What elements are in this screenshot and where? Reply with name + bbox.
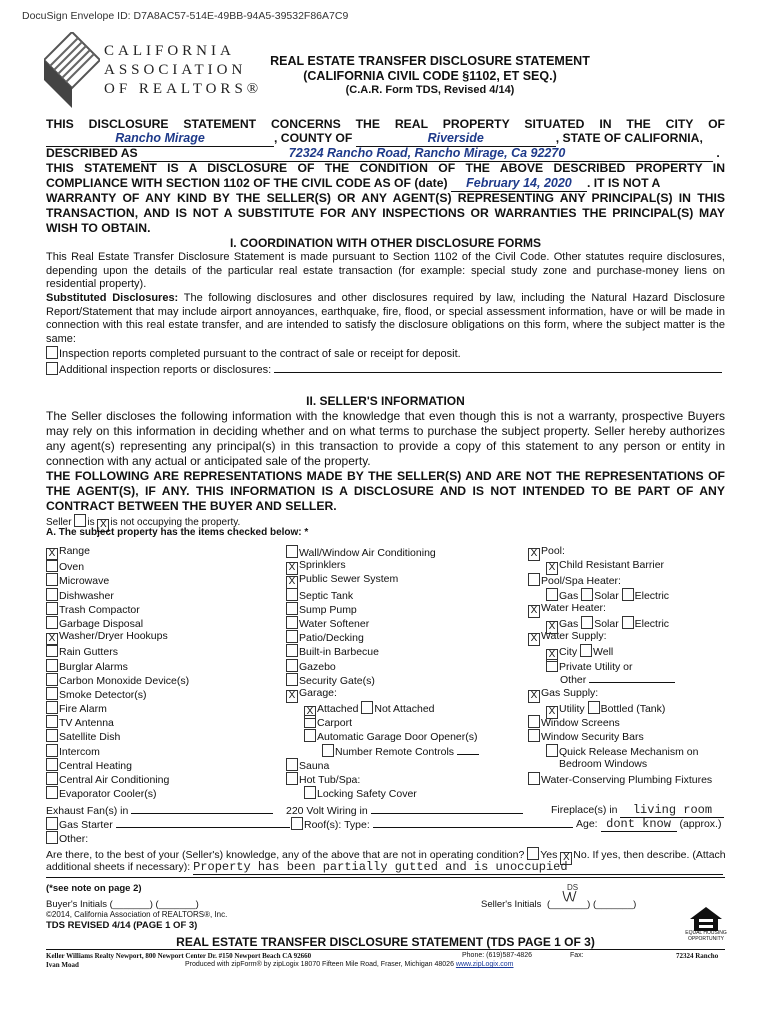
- additional-reports-field[interactable]: [274, 361, 722, 373]
- item-checkbox[interactable]: [46, 659, 58, 672]
- item-label: Wall/Window Air Conditioning: [299, 547, 436, 559]
- item-checkbox[interactable]: [46, 729, 58, 742]
- exhaust-label: Exhaust Fan(s) in: [46, 805, 129, 817]
- condition-yes-checkbox[interactable]: [527, 847, 539, 860]
- item-label: Well: [593, 646, 614, 659]
- sellers-initials-fields[interactable]: (_______) (_______): [547, 899, 637, 910]
- item-checkbox[interactable]: X: [286, 562, 298, 575]
- item-label: Security Gate(s): [299, 674, 375, 687]
- item-checkbox[interactable]: X: [304, 706, 316, 719]
- sellers-initials-label: Seller's Initials: [481, 899, 542, 910]
- item-checkbox[interactable]: X: [286, 690, 298, 703]
- item-label: Bottled (Tank): [600, 703, 666, 716]
- item-checkbox[interactable]: [286, 758, 298, 771]
- fax: Fax:: [570, 952, 584, 959]
- age-label: Age:: [576, 818, 598, 830]
- item-checkbox[interactable]: [46, 559, 58, 572]
- item-label: Public Sewer System: [299, 573, 399, 586]
- car-logo-icon: [44, 32, 100, 108]
- age-field[interactable]: dont know: [601, 817, 677, 832]
- exhaust-field[interactable]: [131, 803, 273, 814]
- item-label: Evaporator Cooler(s): [59, 788, 157, 801]
- other-label: Other:: [59, 833, 89, 845]
- item-label: Child Resistant Barrier: [559, 559, 665, 572]
- item-checkbox[interactable]: [581, 588, 593, 601]
- agent-name: Ivan Moad: [46, 961, 79, 969]
- item-checkbox[interactable]: [286, 545, 298, 558]
- intro-line3: THIS STATEMENT IS A DISCLOSURE OF THE CONDITION OF THE ABOVE DESCRIBED PROPERTY IN: [46, 161, 725, 175]
- item-label: Attached: [317, 703, 359, 716]
- item-checkbox[interactable]: [286, 602, 298, 615]
- item-label: Fire Alarm: [59, 703, 107, 716]
- item-checkbox[interactable]: [286, 659, 298, 672]
- condition-question: Are there, to the best of your (Seller's) knowledge, any of the above that are not in operating condition?: [46, 849, 525, 861]
- item-checkbox[interactable]: X: [546, 706, 558, 719]
- state-label: , STATE OF CALIFORNIA,: [555, 131, 703, 145]
- item-label: Dishwasher: [59, 589, 114, 602]
- item-checkbox[interactable]: [286, 644, 298, 657]
- item-checkbox[interactable]: [46, 644, 58, 657]
- item-checkbox[interactable]: X: [46, 633, 58, 646]
- item-label: Other: [560, 673, 587, 686]
- item-checkbox[interactable]: [528, 573, 540, 586]
- section-2-representations: THE FOLLOWING ARE REPRESENTATIONS MADE BY THE SELLER(S) AND ARE NOT THE REPRESENTATIONS OF THE AGENT(S), IF ANY. THIS INFORMATION IS A DISCLOSURE AND IS NOT INTENDED TO BE PART OF ANY CONTRACT BETWEEN THE BUYER AND SELLER.: [46, 469, 725, 513]
- item-label: Window Security Bars: [541, 731, 644, 744]
- item-label: Range: [59, 545, 90, 557]
- item-checkbox[interactable]: [588, 701, 600, 714]
- item-label: Electric: [634, 589, 670, 602]
- page-title: REAL ESTATE TRANSFER DISCLOSURE STATEMENT (TDS PAGE 1 OF 3): [176, 935, 595, 949]
- item-checkbox[interactable]: [46, 772, 58, 785]
- item-label: Gas: [559, 617, 579, 630]
- item-label: Built-in Barbecue: [299, 646, 379, 659]
- logo-line2: ASSOCIATION: [104, 62, 247, 78]
- item-label: Number Remote Controls: [335, 745, 455, 758]
- item-label: Patio/Decking: [299, 632, 364, 645]
- item-label: City: [559, 646, 578, 659]
- item-checkbox[interactable]: [304, 786, 316, 799]
- item-label: Water Heater:: [541, 601, 606, 614]
- seller-is-label: is: [87, 517, 95, 528]
- item-label: Central Heating: [59, 759, 132, 772]
- item-label: Carbon Monoxide Device(s): [59, 674, 190, 687]
- item-label: Sump Pump: [299, 603, 357, 616]
- produced-with: Produced with zipForm® by zipLogix 18070 Fifteen Mile Road, Fraser, Michigan 48026: [185, 961, 454, 968]
- items-heading: A. The subject property has the items checked below: *: [46, 527, 309, 538]
- item-label: Garbage Disposal: [59, 617, 144, 630]
- item-checkbox[interactable]: [46, 786, 58, 799]
- gas-starter-label: Gas Starter: [59, 819, 113, 831]
- described-label: DESCRIBED AS: [46, 146, 138, 160]
- item-checkbox[interactable]: [581, 616, 593, 629]
- envelope-id: DocuSign Envelope ID: D7A8AC57-514E-49BB-94A5-39532F86A7C9: [22, 10, 349, 22]
- item-label: Hot Tub/Spa:: [299, 774, 361, 786]
- item-checkbox[interactable]: X: [546, 621, 558, 634]
- file-name: 72324 Rancho: [676, 952, 719, 960]
- item-checkbox[interactable]: X: [528, 605, 540, 618]
- item-label: Water Supply:: [541, 630, 607, 643]
- item-checkbox[interactable]: X: [528, 548, 540, 561]
- section-1-heading: I. COORDINATION WITH OTHER DISCLOSURE FORMS: [229, 236, 542, 250]
- item-label: Burglar Alarms: [59, 660, 128, 673]
- roof-checkbox[interactable]: [291, 817, 303, 830]
- item-label: Automatic Garage Door Opener(s): [317, 731, 478, 744]
- roof-type-field[interactable]: [373, 817, 573, 828]
- item-label: Septic Tank: [299, 589, 354, 602]
- item-label: Private Utility or: [559, 660, 633, 673]
- remote-count-field[interactable]: [457, 745, 479, 755]
- section-2-heading: II. SELLER'S INFORMATION: [306, 394, 465, 408]
- additional-reports-label: Additional inspection reports or disclosures:: [59, 364, 272, 376]
- item-label: Locking Safety Cover: [317, 788, 417, 801]
- item-label: Rain Gutters: [59, 646, 118, 659]
- item-label: Sprinklers: [299, 559, 346, 572]
- docusign-tag: DS: [567, 883, 579, 892]
- address-field[interactable]: 72324 Rancho Road, Rancho Mirage, Ca 92270: [141, 146, 713, 162]
- item-label: Quick Release Mechanism on: [559, 745, 699, 758]
- item-checkbox[interactable]: X: [528, 690, 540, 703]
- item-label: Bedroom Windows: [559, 757, 648, 770]
- item-label: Electric: [634, 617, 670, 630]
- item-label: Carport: [317, 717, 353, 730]
- logo-line1: CALIFORNIA: [104, 43, 235, 59]
- item-checkbox[interactable]: [46, 602, 58, 615]
- item-label: Gas: [559, 589, 579, 602]
- see-note: (*see note on page 2): [46, 883, 142, 894]
- item-label: Pool:: [541, 545, 565, 557]
- item-label: Central Air Conditioning: [59, 774, 170, 786]
- item-checkbox[interactable]: [528, 715, 540, 728]
- item-label: Washer/Dryer Hookups: [59, 630, 168, 643]
- logo-line3: OF REALTORS®: [104, 81, 263, 97]
- phone: Phone: (619)587-4826: [462, 952, 533, 959]
- intro-not-a: . IT IS NOT A: [586, 176, 661, 190]
- volt-field[interactable]: [371, 803, 523, 814]
- approx-label: (approx.): [679, 818, 722, 830]
- intro-line1: THIS DISCLOSURE STATEMENT CONCERNS THE REAL PROPERTY SITUATED IN THE CITY OF: [46, 117, 725, 131]
- item-label: Solar: [594, 617, 619, 630]
- item-checkbox[interactable]: [528, 729, 540, 742]
- item-checkbox[interactable]: [546, 588, 558, 601]
- item-label: Water-Conserving Plumbing Fixtures: [541, 774, 713, 786]
- item-label: Window Screens: [541, 717, 620, 730]
- seller-label: Seller: [46, 517, 72, 528]
- item-checkbox[interactable]: [322, 744, 334, 757]
- intro-warranty: WARRANTY OF ANY KIND BY THE SELLER(S) OR ANY AGENT(S) REPRESENTING ANY PRINCIPAL(S) IN THIS TRANSACTION, AND IS NOT A SUBSTITUTE FOR ANY INSPECTIONS OR WARRANTIES THE PRINCIPAL(S) MAY WISH TO OBTAIN.: [46, 191, 725, 235]
- fireplace-label: Fireplace(s) in: [551, 804, 618, 816]
- item-label: Utility: [559, 703, 585, 716]
- item-checkbox[interactable]: [622, 588, 634, 601]
- gas-starter-checkbox[interactable]: [46, 817, 58, 830]
- condition-no-label: No. If yes, then describe. (Attach: [573, 849, 726, 861]
- item-label: Gas Supply:: [541, 686, 599, 699]
- divider: [46, 877, 725, 878]
- footer-rule: [46, 949, 725, 950]
- item-label: Smoke Detector(s): [59, 688, 147, 701]
- item-checkbox[interactable]: [46, 573, 58, 586]
- item-checkbox[interactable]: [546, 744, 558, 757]
- inspection-reports-label: Inspection reports completed pursuant to the contract of sale or receipt for deposit.: [59, 348, 461, 360]
- form-subtitle: (CALIFORNIA CIVIL CODE §1102, ET SEQ.): [303, 69, 557, 83]
- section-2-text: The Seller discloses the following information with the knowledge that even though this is not a warranty, prospective Buyers may rely on this information in deciding whether and on what terms to purchase the subject property. Seller hereby authorizes any agent(s) representing any principal(s) in this transaction to provide a copy of this statement to any person or entity in connection with any actual or anticipated sale of the property.: [46, 409, 725, 468]
- item-checkbox[interactable]: X: [546, 649, 558, 662]
- item-label: Garage:: [299, 686, 337, 699]
- buyers-initials[interactable]: Buyer's Initials (_______) (_______): [46, 899, 199, 910]
- date-field[interactable]: February 14, 2020: [451, 176, 587, 192]
- substituted-text: The following disclosures and other disclosures required by law, including the Natural Hazard Disclosure Report/Statement that may include airport annoyances, earthquake, fire, flood, or special assessment information, have or will be made in connection with this real estate transfer, and are intended to satisfy the disclosure obligations on this form, where the subject matter is the same:: [46, 292, 725, 345]
- item-label: Water Softener: [299, 617, 370, 630]
- item-checkbox[interactable]: [286, 630, 298, 643]
- item-label: Microwave: [59, 575, 110, 588]
- brokerage: Keller Williams Realty Newport, 800 Newport Center Dr. #150 Newport Beach CA 92660: [46, 952, 312, 960]
- item-label: Gazebo: [299, 660, 336, 673]
- city-field[interactable]: Rancho Mirage: [46, 131, 274, 147]
- item-checkbox[interactable]: [46, 744, 58, 757]
- other-checkbox[interactable]: [46, 831, 58, 844]
- item-label: Pool/Spa Heater:: [541, 575, 621, 588]
- item-label: Trash Compactor: [59, 603, 140, 616]
- item-label: Solar: [594, 589, 619, 602]
- condition-describe-field[interactable]: Property has been partially gutted and is unoccupied: [193, 860, 723, 875]
- item-label: Oven: [59, 561, 85, 574]
- item-checkbox[interactable]: [622, 616, 634, 629]
- item-checkbox[interactable]: [546, 659, 558, 672]
- item-checkbox[interactable]: [286, 616, 298, 629]
- item-checkbox[interactable]: [286, 588, 298, 601]
- item-checkbox[interactable]: [46, 687, 58, 700]
- inspection-reports-checkbox[interactable]: [46, 346, 58, 359]
- form-title: REAL ESTATE TRANSFER DISCLOSURE STATEMENT: [270, 54, 590, 68]
- item-checkbox[interactable]: [580, 644, 592, 657]
- item-label: Not Attached: [374, 703, 435, 716]
- eho-label: EQUAL HOUSING OPPORTUNITY: [685, 930, 727, 942]
- item-checkbox[interactable]: [286, 673, 298, 686]
- item-checkbox[interactable]: [46, 701, 58, 714]
- additional-reports-checkbox[interactable]: [46, 362, 58, 375]
- item-checkbox[interactable]: X: [546, 562, 558, 575]
- substituted-label: Substituted Disclosures:: [46, 292, 179, 304]
- seller-isnot-checkbox[interactable]: X: [97, 519, 109, 532]
- seller-is-checkbox[interactable]: [74, 514, 86, 527]
- condition-no-checkbox[interactable]: X: [560, 852, 572, 865]
- item-checkbox[interactable]: [528, 772, 540, 785]
- item-checkbox[interactable]: [304, 715, 316, 728]
- gas-starter-field[interactable]: [116, 817, 290, 828]
- item-checkbox[interactable]: [46, 673, 58, 686]
- item-label: Sauna: [299, 759, 330, 772]
- intro-compliance: COMPLIANCE WITH SECTION 1102 OF THE CIVIL CODE AS OF (date): [46, 176, 448, 190]
- condition-yes-label: Yes: [540, 849, 558, 861]
- seller-isnot-label: is not occupying the property.: [110, 517, 241, 528]
- item-checkbox[interactable]: [46, 588, 58, 601]
- condition-additional: additional sheets if necessary):: [46, 861, 191, 873]
- volt-label: 220 Volt Wiring in: [286, 805, 368, 817]
- item-checkbox[interactable]: X: [46, 548, 58, 561]
- form-code: (C.A.R. Form TDS, Revised 4/14): [345, 84, 515, 96]
- item-checkbox[interactable]: [46, 616, 58, 629]
- county-label: , COUNTY OF: [274, 131, 353, 145]
- tds-revision: TDS REVISED 4/14 (PAGE 1 OF 3): [46, 920, 198, 931]
- item-checkbox[interactable]: [286, 772, 298, 785]
- fireplace-field[interactable]: living room: [620, 803, 724, 818]
- copyright: ©2014, California Association of REALTORS®, Inc.: [46, 910, 228, 919]
- item-checkbox[interactable]: X: [528, 633, 540, 646]
- other-supply-field[interactable]: [589, 673, 675, 683]
- substituted-disclosures: [46, 292, 725, 346]
- item-checkbox[interactable]: X: [286, 576, 298, 589]
- roof-label: Roof(s): Type:: [304, 819, 370, 831]
- item-checkbox[interactable]: [46, 758, 58, 771]
- item-checkbox[interactable]: [46, 715, 58, 728]
- section-1-text: This Real Estate Transfer Disclosure Statement is made pursuant to Section 1102 of the Civil Code. Other statutes require disclosures, depending upon the details of the particular real estate transaction (for example: special study zone and purchase-money liens on residential property).: [46, 251, 725, 290]
- item-label: TV Antenna: [59, 717, 114, 730]
- item-label: Intercom: [59, 745, 100, 758]
- ziplogix-link[interactable]: www.zipLogix.com: [455, 961, 514, 968]
- item-checkbox[interactable]: [361, 701, 373, 714]
- item-checkbox[interactable]: [304, 729, 316, 742]
- county-field[interactable]: Riverside: [356, 131, 556, 147]
- item-label: Satellite Dish: [59, 731, 121, 744]
